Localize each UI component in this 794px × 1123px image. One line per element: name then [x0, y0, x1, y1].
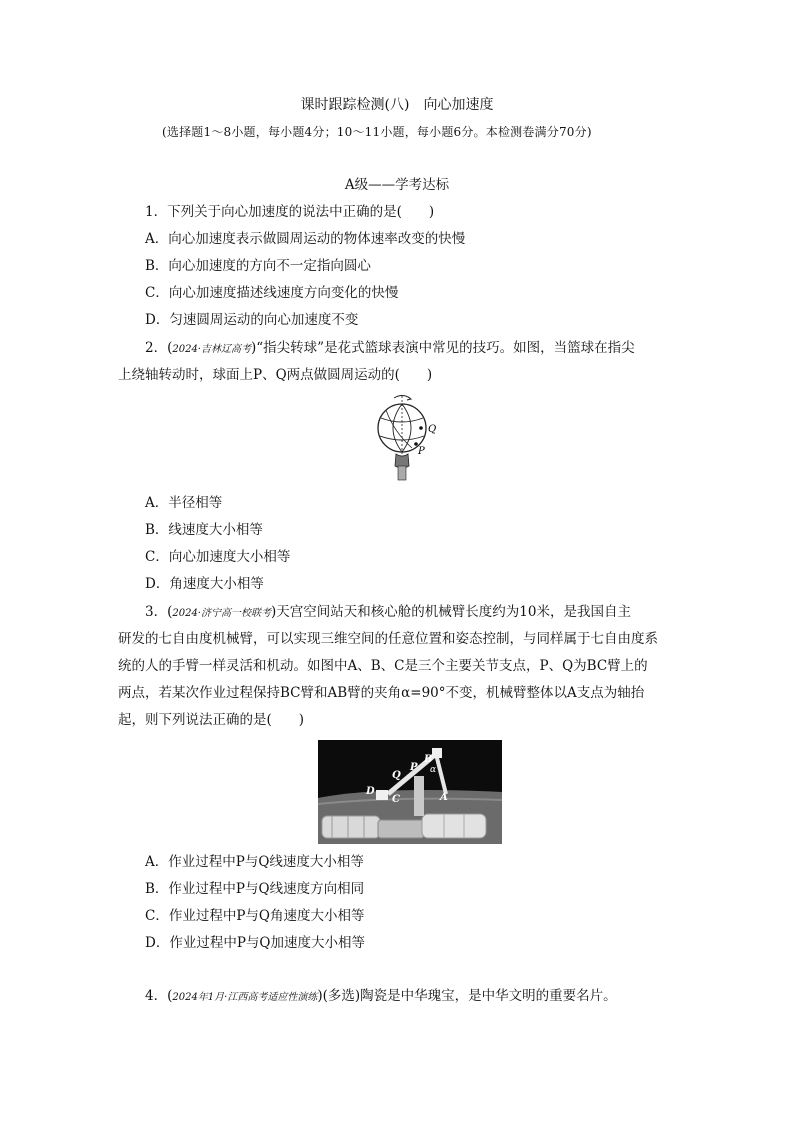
- robotic-arm-photo: [318, 740, 502, 844]
- q3-fig-label-q: Q: [392, 770, 401, 781]
- q3-stem-line5: 起，则下列说法正确的是( ): [118, 712, 305, 728]
- section-heading: A级——学考达标: [344, 177, 450, 193]
- q3-option-b: B．作业过程中P与Q线速度方向相同: [145, 881, 365, 897]
- q1-option-d: D．匀速圆周运动的向心加速度不变: [145, 312, 359, 328]
- q3-source: 2024·济宁高一校联考: [172, 608, 271, 619]
- q2-option-a: A．半径相等: [145, 495, 223, 511]
- q3-fig-label-b: B: [424, 754, 433, 765]
- q1-option-c: C．向心加速度描述线速度方向变化的快慢: [145, 285, 399, 301]
- q2-number: 2．(: [145, 340, 173, 356]
- q3-option-c: C．作业过程中P与Q角速度大小相等: [145, 908, 365, 924]
- q4-number: 4．(: [145, 988, 173, 1004]
- q3-fig-label-p: P: [410, 762, 418, 773]
- basketball-figure: [372, 392, 452, 484]
- q2-stem-line1: [145, 338, 635, 360]
- page-title: 课时跟踪检测(八) 向心加速度: [300, 97, 494, 113]
- q4-source: 2024年1月·江西高考适应性演练: [172, 992, 318, 1003]
- q2-fig-label-q: Q: [428, 424, 437, 435]
- q3-stem-line2: 研发的七自由度机械臂，可以实现三维空间的任意位置和姿态控制，与同样属于七自由度系: [118, 631, 658, 647]
- q2-fig-label-p: P: [418, 446, 425, 457]
- q3-fig-label-a: A: [440, 792, 448, 803]
- q4-stem-text: )(多选)陶瓷是中华瑰宝，是中华文明的重要名片。: [317, 988, 617, 1004]
- q1-option-a: A．向心加速度表示做圆周运动的物体速率改变的快慢: [145, 231, 466, 247]
- q3-option-a: A．作业过程中P与Q线速度大小相等: [145, 854, 364, 870]
- q3-number: 3．(: [145, 604, 173, 620]
- q2-option-d: D．角速度大小相等: [145, 576, 264, 592]
- q4-stem: [145, 986, 617, 1008]
- q3-stem-a: )天宫空间站天和核心舱的机械臂长度约为10米，是我国自主: [271, 604, 631, 620]
- q3-fig-label-d: D: [366, 786, 375, 797]
- q3-stem-line3: 统的人的手臂一样灵活和机动。如图中A、B、C是三个主要关节支点，P、Q为BC臂上的: [118, 658, 648, 674]
- q3-stem-line1: [145, 602, 631, 624]
- q2-option-b: B．线速度大小相等: [145, 522, 263, 538]
- page-subtitle: (选择题1～8小题，每小题4分；10～11小题，每小题6分。本检测卷满分70分): [162, 125, 592, 139]
- q1-option-b: B．向心加速度的方向不一定指向圆心: [145, 258, 371, 274]
- q3-stem-line4: 两点，若某次作业过程保持BC臂和AB臂的夹角α=90°不变，机械臂整体以A支点为轴抬: [118, 685, 645, 701]
- q2-source: 2024·吉林辽高考: [172, 344, 251, 355]
- q3-fig-label-alpha: α: [430, 765, 437, 775]
- q3-option-d: D．作业过程中P与Q加速度大小相等: [145, 935, 365, 951]
- q3-fig-label-c: C: [392, 794, 400, 805]
- q2-stem-a: )“指尖转球”是花式篮球表演中常见的技巧。如图，当篮球在指尖: [251, 340, 635, 356]
- q2-stem-line2: 上绕轴转动时，球面上P、Q两点做圆周运动的( ): [118, 367, 433, 383]
- q2-option-c: C．向心加速度大小相等: [145, 549, 291, 565]
- q1-stem: 1．下列关于向心加速度的说法中正确的是( ): [145, 204, 435, 220]
